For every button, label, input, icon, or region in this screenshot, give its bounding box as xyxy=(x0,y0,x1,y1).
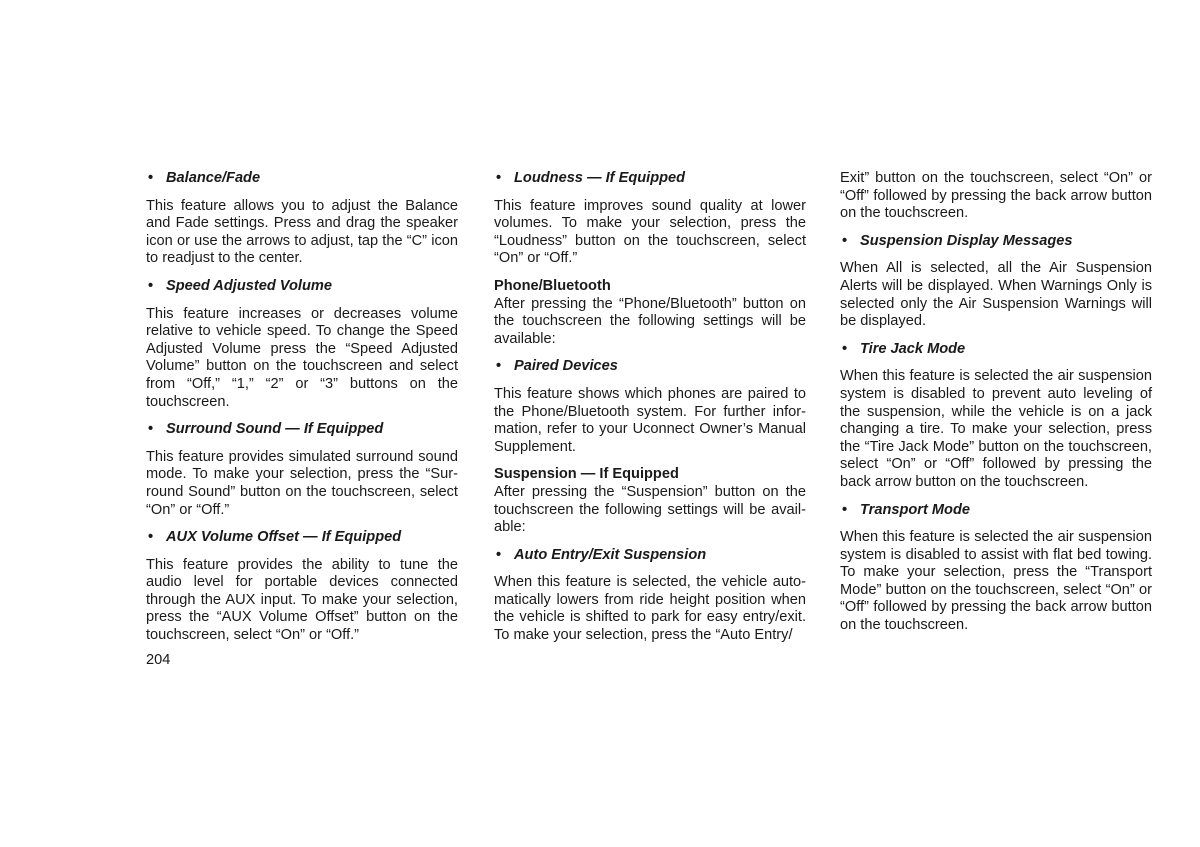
paragraph-phone-bluetooth: After pressing the “Phone/Bluetooth” button on the touchscreen the following settings will be available: xyxy=(494,295,806,347)
page-number: 204 xyxy=(146,652,171,668)
bullet-heading-text: AUX Volume Offset — If Equipped xyxy=(166,529,402,546)
bullet-heading-text: Balance/Fade xyxy=(166,170,261,186)
bullet-heading-text: Tire Jack Mode xyxy=(860,340,966,357)
bullet-marker: • xyxy=(148,277,154,294)
bullet-marker: • xyxy=(842,340,848,357)
bullet-marker: • xyxy=(496,358,502,375)
bullet-heading-text: Transport Mode xyxy=(860,501,971,518)
paragraph-transport-mode: When this feature is selected the air suspension system is disabled to assist with flat bed towing. To make your selection, press the “Transport Mode” button on the touchscreen, select “On” or “Off” followed by pressing the back arrow button on the touchscreen. xyxy=(840,529,1152,634)
column-middle xyxy=(494,170,806,655)
bullet-heading-text: Surround Sound — If Equipped xyxy=(166,421,384,438)
bullet-heading-surround-sound xyxy=(146,421,458,439)
bullet-heading-auto-entry-exit xyxy=(494,547,806,565)
paragraph-auto-entry-exit-continued: Exit” button on the touchscreen, select “On” or “Off” followed by pressing the back arrow button on the touchscreen. xyxy=(840,170,1152,222)
paragraph-balance-fade: This feature allows you to adjust the Balance and Fade settings. Press and drag the speaker icon or use the arrows to adjust, tap the “C” icon to readjust to the center. xyxy=(146,197,458,267)
bullet-heading-text: Suspension Display Messages xyxy=(860,232,1073,249)
column-right xyxy=(840,170,1152,645)
column-left xyxy=(146,170,458,655)
section-heading-suspension: Suspension — If Equipped xyxy=(494,466,679,483)
paragraph-auto-entry-exit: When this feature is selected, the vehicle auto-matically lowers from ride height position when the vehicle is shifted to park for easy entry/exit. To make your selection, press the “Auto Entry/ xyxy=(494,574,806,644)
paragraph-loudness: This feature improves sound quality at lower volumes. To make your selection, press the “Loudness” button on the touchscreen, select “On” or “Off.” xyxy=(494,197,806,267)
paragraph-suspension: After pressing the “Suspension” button on the touchscreen the following settings will be avail-able: xyxy=(494,483,806,536)
bullet-heading-text: Auto Entry/Exit Suspension xyxy=(514,546,707,563)
bullet-heading-text: Paired Devices xyxy=(514,358,618,375)
bullet-heading-aux-volume-offset xyxy=(146,529,458,547)
paragraph-paired-devices: This feature shows which phones are paired to the Phone/Bluetooth system. For further infor-mation, refer to your Uconnect Owner’s Manual Supplement. xyxy=(494,385,806,455)
bullet-heading-paired-devices xyxy=(494,358,806,376)
bullet-heading-tire-jack-mode xyxy=(840,341,1152,359)
paragraph-suspension-display-messages: When All is selected, all the Air Suspension Alerts will be displayed. When Warnings Only is selected only the Air Suspension Warnings will be displayed. xyxy=(840,260,1152,330)
bullet-marker: • xyxy=(842,501,848,518)
bullet-heading-balance-fade xyxy=(146,170,458,188)
bullet-heading-text: Loudness — If Equipped xyxy=(514,170,686,186)
bullet-heading-speed-adjusted-volume xyxy=(146,278,458,296)
bullet-marker: • xyxy=(496,170,502,186)
paragraph-aux-volume-offset: This feature provides the ability to tune the audio level for portable devices connected through the AUX input. To make your selection, press the “AUX Volume Offset” button on the touchscreen, select “On” or “Off.” xyxy=(146,556,458,644)
bullet-marker: • xyxy=(148,421,154,438)
bullet-heading-suspension-display-messages xyxy=(840,233,1152,251)
paragraph-speed-adjusted-volume: This feature increases or decreases volume relative to vehicle speed. To change the Speed Adjusted Volume press the “Speed Adjusted Volume” button on the touchscreen and select from “Off,” “1,” “2” or “3” buttons on the touchscreen. xyxy=(146,305,458,410)
bullet-heading-transport-mode xyxy=(840,502,1152,520)
bullet-marker: • xyxy=(148,529,154,546)
bullet-marker: • xyxy=(148,170,154,186)
section-heading-phone-bluetooth: Phone/Bluetooth xyxy=(494,277,611,294)
bullet-heading-loudness xyxy=(494,170,806,188)
bullet-heading-text: Speed Adjusted Volume xyxy=(166,277,332,294)
paragraph-tire-jack-mode: When this feature is selected the air suspension system is disabled to prevent auto leveling of the suspension, while the vehicle is on a jack changing a tire. To make your selection, press the “Tire Jack Mode” button on the touchscreen, select “On” or “Off” followed by pressing the back arrow button on the touchscreen. xyxy=(840,368,1152,490)
paragraph-surround-sound: This feature provides simulated surround sound mode. To make your selection, press the “Sur-round Sound” button on the touchscreen, select “On” or “Off.” xyxy=(146,448,458,518)
bullet-marker: • xyxy=(842,232,848,249)
bullet-marker: • xyxy=(496,546,502,563)
